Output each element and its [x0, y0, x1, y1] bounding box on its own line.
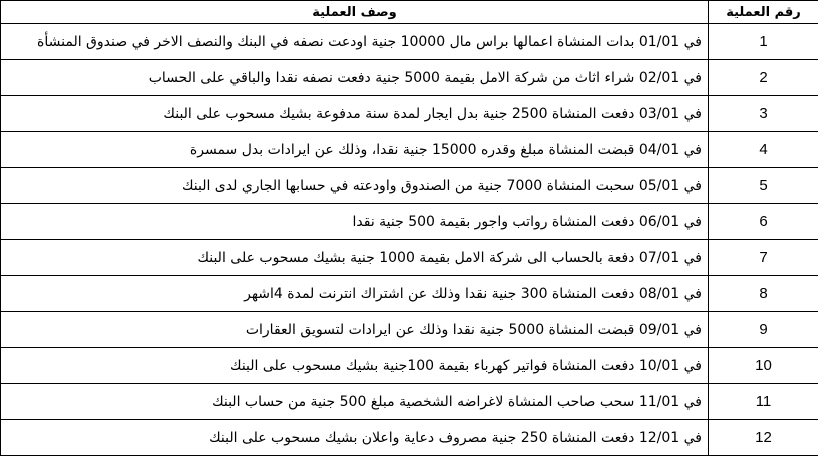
table-row [1, 384, 818, 420]
operation-number: 10 [709, 348, 818, 384]
operation-description: في 07/01 دفعة بالحساب الى شركة الامل بقيمة 1000 جنية بشيك مسحوب على البنك [1, 240, 709, 276]
operation-number: 3 [709, 96, 818, 132]
table-row [1, 96, 818, 132]
table-row [1, 312, 818, 348]
operation-number: 6 [709, 204, 818, 240]
operation-number: 8 [709, 276, 818, 312]
operation-number: 1 [709, 24, 818, 60]
operation-description: في 10/01 دفعت المنشاة فواتير كهرباء بقيمة 100جنية بشيك مسحوب على البنك [1, 348, 709, 384]
operation-description: في 06/01 دفعت المنشاة رواتب واجور بقيمة 500 جنية نقدا [1, 204, 709, 240]
table-row [1, 132, 818, 168]
operation-description: في 09/01 قبضت المنشاة 5000 جنية نقدا وذلك عن ايرادات لتسويق العقارات [1, 312, 709, 348]
table-row [1, 60, 818, 96]
operation-number: 4 [709, 132, 818, 168]
operation-description: في 08/01 دفعت المنشاة 300 جنية نقدا وذلك عن اشتراك انترنت لمدة 4اشهر [1, 276, 709, 312]
operation-number: 2 [709, 60, 818, 96]
operation-number: 5 [709, 168, 818, 204]
header-row [1, 1, 818, 24]
operation-number: 11 [709, 384, 818, 420]
operation-number: 12 [709, 420, 818, 456]
table-row [1, 276, 818, 312]
table-row [1, 24, 818, 60]
operation-description: في 05/01 سحبت المنشاة 7000 جنية من الصندوق واودعته في حسابها الجاري لدى البنك [1, 168, 709, 204]
operation-description: في 04/01 قبضت المنشاة مبلغ وقدره 15000 جنية نقدا، وذلك عن ايرادات بدل سمسرة [1, 132, 709, 168]
table-row [1, 420, 818, 456]
operation-description: في 03/01 دفعت المنشاة 2500 جنية بدل ايجار لمدة سنة مدفوعة بشيك مسحوب على البنك [1, 96, 709, 132]
operation-description: في 12/01 دفعت المنشاة 250 جنية مصروف دعاية واعلان بشيك مسحوب على البنك [1, 420, 709, 456]
table-row [1, 204, 818, 240]
operation-description: في 11/01 سحب صاحب المنشاة لاغراضه الشخصية مبلغ 500 جنية من حساب البنك [1, 384, 709, 420]
table-row [1, 240, 818, 276]
operation-number: 7 [709, 240, 818, 276]
operation-description-header: وصف العملية [1, 1, 709, 24]
operation-description: في 02/01 شراء اثاث من شركة الامل بقيمة 5000 جنية دفعت نصفه نقدا والباقي على الحساب [1, 60, 709, 96]
operation-number: 9 [709, 312, 818, 348]
operation-number-header: رقم العملية [709, 1, 818, 24]
operation-description: في 01/01 بدات المنشاة اعمالها براس مال 10000 جنية اودعت نصفه في البنك والنصف الاخر في صندوق المنشأة [1, 24, 709, 60]
table-row [1, 348, 818, 384]
table-row [1, 168, 818, 204]
